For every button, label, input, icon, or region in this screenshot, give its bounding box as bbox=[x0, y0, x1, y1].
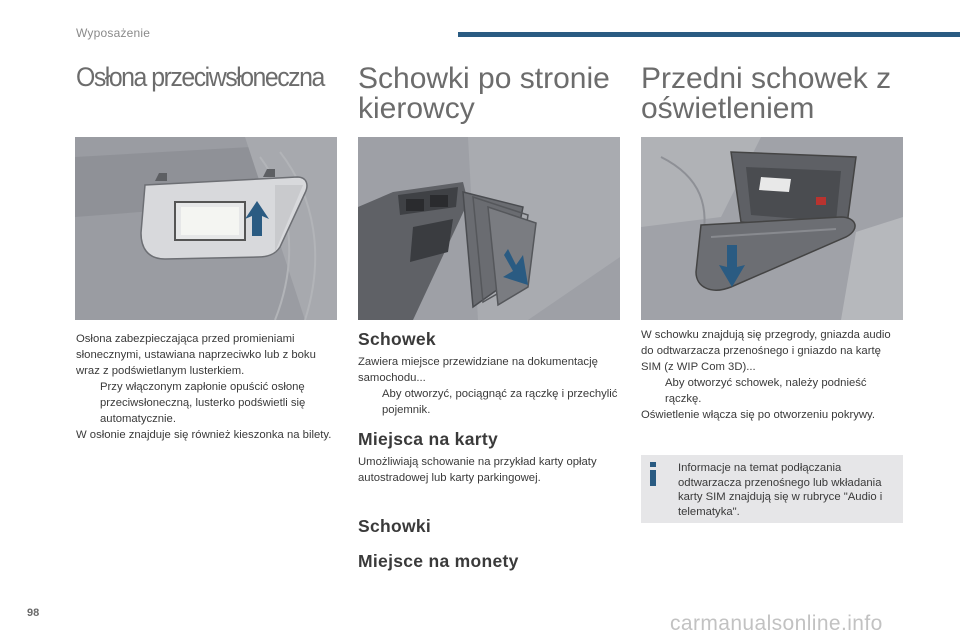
title-sun-visor: Osłona przeciwsłoneczna bbox=[76, 62, 324, 92]
glovebox-intro: W schowku znajdują się przegrody, gniazda audio do odtwarzacza przenośnego i gniazdo na kartę SIM (z WIP Com 3D)... bbox=[641, 329, 891, 373]
watermark: carmanualsonline.info bbox=[670, 612, 883, 635]
schowek-bullet-text: Aby otworzyć, pociągnąć za rączkę i przechylić pojemnik. bbox=[382, 388, 618, 416]
glovebox-bullet bbox=[641, 375, 903, 407]
heading-schowek: Schowek bbox=[358, 329, 436, 349]
sun-visor-illustration bbox=[75, 137, 337, 320]
glovebox-description bbox=[641, 327, 903, 423]
glovebox-illustration bbox=[641, 137, 903, 320]
header-accent-bar bbox=[458, 32, 960, 37]
info-icon bbox=[647, 462, 659, 486]
glovebox-outro: Oświetlenie włącza się po otworzeniu pokrywy. bbox=[641, 409, 875, 421]
schowek-description bbox=[358, 354, 620, 418]
sun-visor-intro: Osłona zabezpieczająca przed promieniami słonecznymi, ustawiana naprzeciwko lub z boku wraz z podświetlanym lusterkiem. bbox=[76, 333, 316, 377]
schowek-bullet bbox=[358, 386, 620, 418]
sun-visor-bullet bbox=[76, 379, 338, 427]
page-number: 98 bbox=[27, 607, 40, 619]
info-box-text: Informacje na temat podłączania odtwarzacza przenośnego lub wkładania karty SIM znajdują się w rubryce "Audio i telematyka". bbox=[678, 462, 883, 518]
card-holders-text: Umożliwiają schowanie na przykład karty opłaty autostradowej lub karty parkingowej. bbox=[358, 456, 597, 484]
sun-visor-outro: W osłonie znajduje się również kieszonka na bilety. bbox=[76, 429, 332, 441]
title-driver-storage: Schowki po stronie kierowcy bbox=[358, 62, 610, 125]
heading-card-holders: Miejsca na karty bbox=[358, 429, 499, 449]
glovebox-bullet-text: Aby otworzyć schowek, należy podnieść rączkę. bbox=[665, 377, 867, 405]
heading-coin-holder: Miejsce na monety bbox=[358, 551, 519, 571]
driver-side-storage-illustration bbox=[358, 137, 620, 320]
sun-visor-description bbox=[76, 331, 338, 443]
heading-schowki: Schowki bbox=[358, 516, 432, 536]
schowek-text: Zawiera miejsce przewidziane na dokumentację samochodu... bbox=[358, 356, 598, 384]
title-front-glovebox: Przedni schowek z oświetleniem bbox=[641, 62, 892, 125]
sun-visor-bullet-text: Przy włączonym zapłonie opuścić osłonę przeciwsłoneczną, lusterko podświetli się automatycznie. bbox=[100, 381, 306, 425]
section-label: Wyposażenie bbox=[76, 26, 151, 40]
